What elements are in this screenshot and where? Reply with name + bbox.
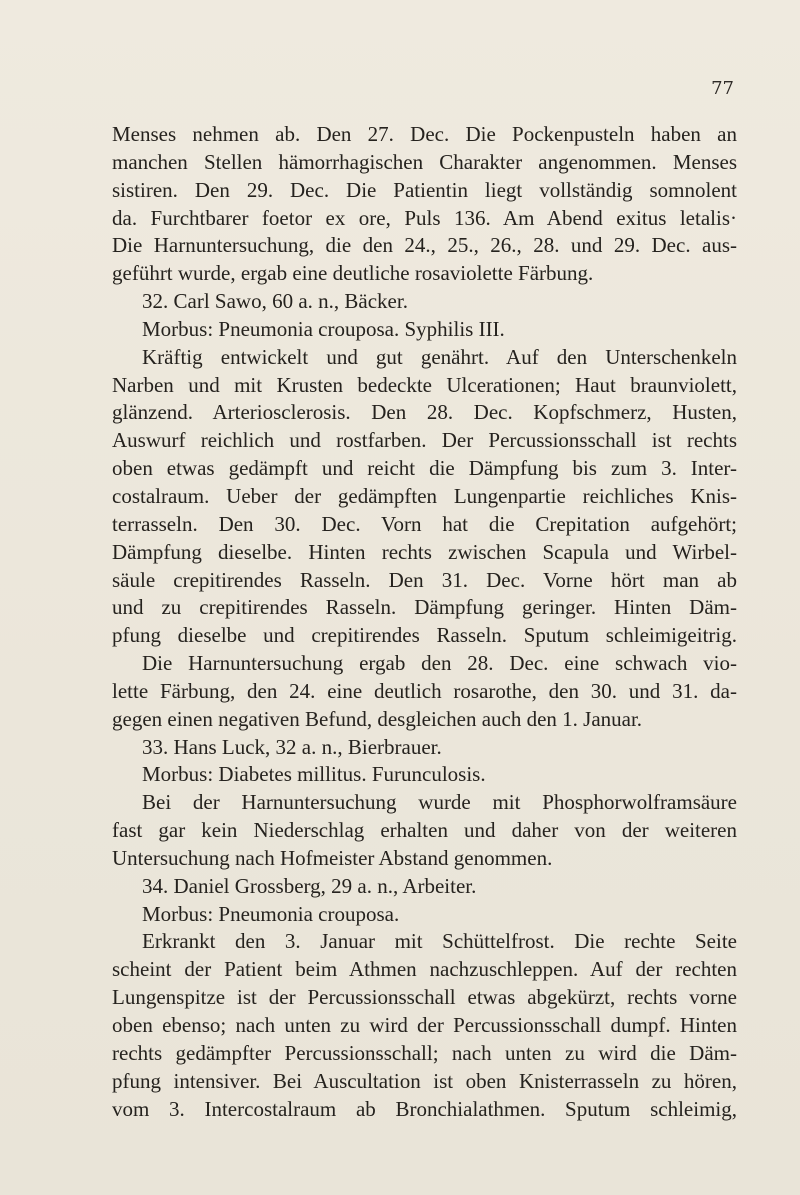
text-line: scheint der Patient beim Athmen nachzuschleppen. Auf der rechten — [112, 957, 737, 982]
text-line: Erkrankt den 3. Januar mit Schüttelfrost. Die rechte Seite — [142, 929, 737, 954]
page-number: 77 — [711, 78, 734, 99]
text-line: pfung dieselbe und crepitirendes Rasseln. Sputum schleimigeitrig. — [112, 623, 737, 648]
text-line: manchen Stellen hämorrhagischen Charakter angenommen. Menses — [112, 149, 737, 174]
text-line: da. Furchtbarer foetor ex ore, Puls 136. Am Abend exitus letalis· — [112, 205, 737, 230]
text-line: sistiren. Den 29. Dec. Die Patientin liegt vollständig somnolent — [112, 177, 737, 202]
text-line: Dämpfung dieselbe. Hinten rechts zwischen Scapula und Wirbel- — [112, 539, 737, 564]
text-line: 33. Hans Luck, 32 a. n., Bierbrauer. — [142, 734, 442, 759]
text-line: fast gar kein Niederschlag erhalten und daher von der weiteren — [112, 818, 737, 843]
text-line: Untersuchung nach Hofmeister Abstand genommen. — [112, 845, 553, 870]
text-line: oben ebenso; nach unten zu wird der Percussionsschall dumpf. Hinten — [112, 1013, 737, 1037]
text-line: Lungenspitze ist der Percussionsschall etwas abgekürzt, rechts vorne — [112, 985, 737, 1010]
text-line: Morbus: Pneumonia crouposa. — [142, 901, 400, 926]
text-line: Kräftig entwickelt und gut genährt. Auf den Unterschenkeln — [142, 344, 737, 369]
text-line: Morbus: Diabetes millitus. Furunculosis. — [142, 762, 486, 787]
text-line: säule crepitirendes Rasseln. Den 31. Dec. Vorne hört man ab — [112, 567, 737, 592]
text-line: Die Harnuntersuchung ergab den 28. Dec. eine schwach vio- — [142, 651, 737, 676]
text-line: geführt wurde, ergab eine deutliche rosaviolette Färbung. — [112, 261, 594, 286]
text-line: vom 3. Intercostalraum ab Bronchialathmen. Sputum schleimig, — [112, 1096, 737, 1121]
text-line: pfung intensiver. Bei Auscultation ist oben Knisterrasseln zu hören, — [112, 1068, 737, 1093]
text-line: Menses nehmen ab. Den 27. Dec. Die Pockenpusteln haben an — [112, 122, 737, 146]
text-line: oben etwas gedämpft und reicht die Dämpfung bis zum 3. Inter- — [112, 456, 737, 481]
text-line: Auswurf reichlich und rostfarben. Der Percussionsschall ist rechts — [112, 428, 737, 453]
text-line: Morbus: Pneumonia crouposa. Syphilis III. — [142, 316, 505, 341]
text-line: lette Färbung, den 24. eine deutlich rosarothe, den 30. und 31. da- — [112, 678, 737, 703]
text-line: gegen einen negativen Befund, desgleichen auch den 1. Januar. — [112, 706, 643, 731]
text-line: rechts gedämpfter Percussionsschall; nach unten zu wird die Däm- — [112, 1040, 737, 1065]
text-line: Die Harnuntersuchung, die den 24., 25., 26., 28. und 29. Dec. aus- — [112, 233, 737, 258]
text-line: costalraum. Ueber der gedämpften Lungenpartie reichliches Knis- — [112, 483, 737, 508]
text-line: 34. Daniel Grossberg, 29 a. n., Arbeiter. — [142, 873, 477, 898]
text-line: terrasseln. Den 30. Dec. Vorn hat die Crepitation aufgehört; — [112, 511, 737, 536]
text-line: und zu crepitirendes Rasseln. Dämpfung geringer. Hinten Däm- — [112, 595, 737, 620]
text-line: Narben und mit Krusten bedeckte Ulcerationen; Haut braunviolett, — [112, 372, 737, 397]
text-line: Bei der Harnuntersuchung wurde mit Phosphorwolframsäure — [142, 790, 737, 815]
text-line: glänzend. Arteriosclerosis. Den 28. Dec. Kopfschmerz, Husten, — [112, 400, 737, 425]
text-line: 32. Carl Sawo, 60 a. n., Bäcker. — [142, 289, 408, 314]
body-text — [112, 121, 737, 1123]
